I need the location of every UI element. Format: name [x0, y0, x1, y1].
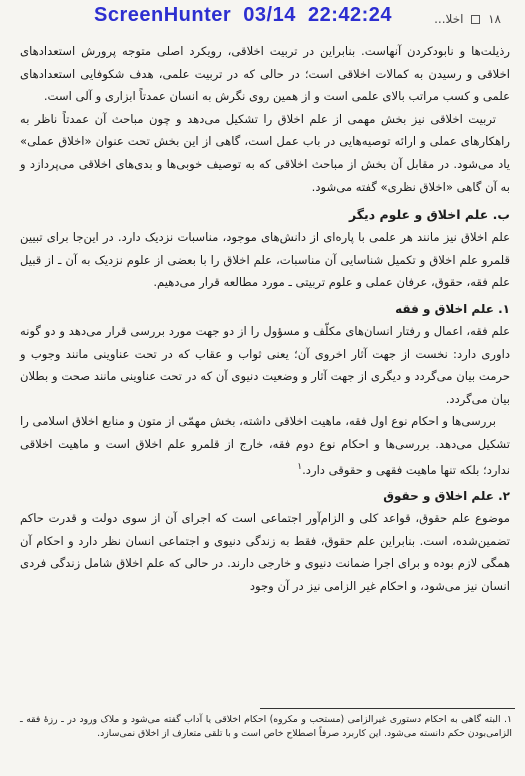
screenhunter-date: 03/14: [243, 4, 296, 26]
footnote: [20, 713, 512, 741]
subsection-heading-1: ۱. علم اخلاق و فقه: [395, 301, 510, 316]
section-heading-b: ب. علم اخلاق و علوم دیگر: [348, 207, 510, 223]
running-head-title: اخلا...: [434, 12, 464, 26]
subsection-heading-2: ۲. علم اخلاق و حقوق: [383, 488, 510, 503]
paragraph-6: موضوع علم حقوق، قواعد کلی و الزام‌آور اجتماعی است که اجرای آن از سوی دولت و قدرت حاکم تضمین‌شده، است. بنابراین علم حقوق، فقط به زندگی دنیوی و اجتماعی انسان نظر دارد و احکام آن همگی لازم بوده و برای اجرا ضمانت دنیوی و خارجی دارند. در حالی که علم اخلاق شامل زندگی فردی انسان نیز می‌شود، و احکام غیر الزامی نیز در آن وجود: [20, 510, 510, 593]
footnote-divider: [260, 708, 515, 709]
paragraph-4: علم فقه، اعمال و رفتار انسان‌های مکلّف و مسؤول را از دو جهت مورد بررسی قرار می‌دهد و دو گونه داوری دارد: نخست از جهت آثار اخروی آن؛ یعنی ثواب و عقاب که در تحت عناوینی مانند وجوب و حرمت بیان می‌گردد و دیگری از جهت آثار و وضعیت دنیوی آن که در تحت عناوینی مانند صحت و بطلان بیان می‌گردد.: [20, 323, 510, 406]
footnote-text: ۱. البته گاهی به احکام دستوری غیرالزامی (مستحب و مکروه) احکام اخلاقی یا آداب گفته می‌شود و ملاک ورود در ـ رزۀ فقه ـ الزامی‌بودن حکم دانسته می‌شود. این کاربرد صرفاً اصطلاح خاص است و با تلقی متعارف از اخلاق نمی‌سازد.: [20, 714, 512, 739]
running-head: [434, 12, 501, 26]
paragraph-3: علم اخلاق نیز مانند هر علمی با پاره‌ای از دانش‌های موجود، مناسبات نزدیک دارد. در این‌جا برای تبیین قلمرو علم اخلاق و تکمیل شناسایی آن مناسبات، علم اخلاق را با بعضی از علوم نزدیک به آن ـ از قبیل علم فقه، حقوق، عرفان عملی و علوم تربیتی ـ مورد مطالعه قرار می‌دهیم.: [20, 230, 510, 290]
paragraph-5-text: بررسی‌ها و احکام نوع اول فقه، ماهیت اخلاقی داشته، بخش مهمّی از متون و منابع اخلاق اسلامی را تشکیل می‌دهد. بررسی‌ها و احکام نوع دوم فقه، خارج از قلمرو علم اخلاق است و ماهیت اخلاقی ندارد؛ بلکه تنها ماهیت فقهی و حقوقی دارد.: [20, 414, 510, 477]
screenhunter-brand: ScreenHunter: [94, 4, 232, 26]
screenhunter-watermark: [94, 4, 392, 27]
footnote-marker: ۱: [297, 461, 303, 472]
screenhunter-time: 22:42:24: [307, 4, 393, 26]
paragraph-5: [20, 410, 510, 481]
page-number: ۱۸: [488, 12, 501, 26]
paragraph-1: رذیلت‌ها و نابودکردن آنهاست. بنابراین در تربیت اخلاقی، رویکرد اصلی متوجه پرورش استعدادهای اخلاقی و رسیدن به کمالات اخلاقی است؛ در حالی که در تربیت علمی، هدف شکوفایی استعدادهای علمی و کسب مراتب بالای علمی است و از همین روی نگرش به انسان عمدتاً ابزاری و آلی است.: [20, 44, 510, 104]
paragraph-2: تربیت اخلاقی نیز بخش مهمی از علم اخلاق را تشکیل می‌دهد و چون مباحث آن عمدتاً ناظر به راهکارهای عملی و ارائه توصیه‌هایی در باب عمل است، گاهی از این بخش تحت عنوان «اخلاق عملی» یاد می‌شود. در مقابل آن بخش از مباحث اخلاقی که به توصیف خوبی‌ها و بدی‌های اخلاقی می‌پردازد و به آن گاهی «اخلاق نظری» گفته می‌شود.: [20, 111, 510, 194]
square-ornament-icon: [471, 15, 480, 24]
main-text: [20, 40, 510, 597]
